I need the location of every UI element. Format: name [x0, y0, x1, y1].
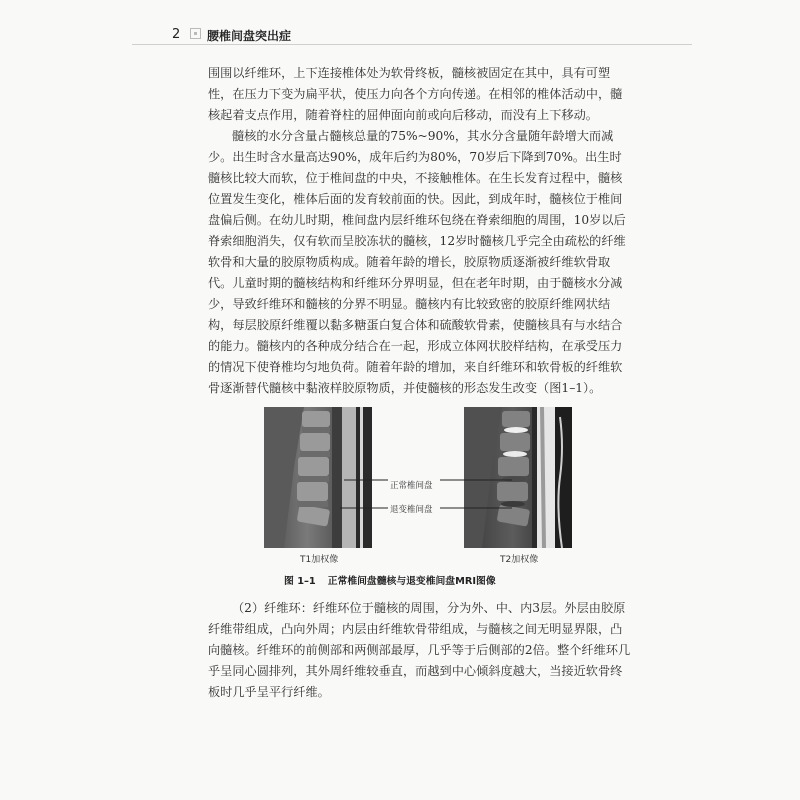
mri-t1-image: [264, 407, 372, 548]
mri-t1-drawing: [264, 407, 372, 548]
mri-t2-image: [464, 407, 572, 548]
paragraph-annulus-fibrosus: [208, 598, 632, 703]
paragraph-continuation: [208, 63, 632, 126]
mri-t2-drawing: [464, 407, 572, 548]
figure-caption-text: 正常椎间盘髓核与退变椎间盘MRI图像: [327, 576, 496, 587]
t1-image-label: T1加权像: [300, 555, 339, 565]
running-header: [132, 26, 692, 45]
page-number: 2: [172, 27, 181, 42]
paragraph-text: 围围以纤维环，上下连接椎体处为软骨终板，髓核被固定在其中，具有可塑性，在压力下变为扁平状，使压力向各个方向传递。在相邻的椎体活动中，髓核起着支点作用，随着脊柱的屈伸面向前或向后移动，而没有上下移动。: [208, 66, 623, 122]
degenerated-disc-label: 退变椎间盘: [390, 505, 433, 515]
paragraph-text: 髓核的水分含量占髓核总量的75%~90%，其水分含量随年龄增大而减少。出生时含水量高达90%，成年后约为80%，70岁后下降到70%。出生时髓核比较大而软，位于椎间盘的中央，不接触椎体。在生长发育过程中，髓核位置发生变化，椎体后面的发育较前面的快。因此，到成年时，髓核位于椎间盘偏后侧。在幼儿时期，椎间盘内层纤维环包绕在脊索细胞的周围，10岁以后脊索细胞消失，仅有软而呈胶冻状的髓核，12岁时髓核几乎完全由疏松的纤维软骨和大量的胶原物质构成。随着年龄的增长，胶原物质逐渐被纤维软骨取代。儿童时期的髓核结构和纤维环分界明显，但在老年时期，由于髓核水分减少，导致纤维环和髓核的分界不明显。髓核内有比较致密的胶原纤维网状结构，每层胶原纤维覆以黏多糖蛋白复合体和硫酸软骨素，使髓核具有与水结合的能力。髓核内的各种成分结合在一起，形成立体网状胶样结构，在承受压力的情况下使脊椎均匀地负荷。随着年龄的增加，来自纤维环和软骨板的纤维软骨逐渐替代髓核中黏液样胶原物质，并使髓核的形态发生改变（图1–1）。: [208, 129, 626, 395]
header-square-icon: [190, 28, 201, 39]
normal-disc-label: 正常椎间盘: [390, 481, 433, 491]
figure-number: 图 1–1: [284, 576, 316, 587]
paragraph-text: （2）纤维环：纤维环位于髓核的周围，分为外、中、内3层。外层由胶原纤维带组成，凸向外周；内层由纤维软骨带组成，与髓核之间无明显界限，凸向髓核。纤维环的前侧部和两侧部最厚，几乎等于后侧部的2倍。整个纤维环几乎呈同心圆排列，其外周纤维较垂直，而越到中心倾斜度越大，当接近软骨终板时几乎呈平行纤维。: [208, 601, 631, 699]
t2-image-label: T2加权像: [500, 555, 539, 565]
chapter-title: 腰椎间盘突出症: [207, 29, 292, 43]
paragraph-nucleus-water: [208, 126, 632, 399]
figure-caption: [284, 573, 584, 587]
